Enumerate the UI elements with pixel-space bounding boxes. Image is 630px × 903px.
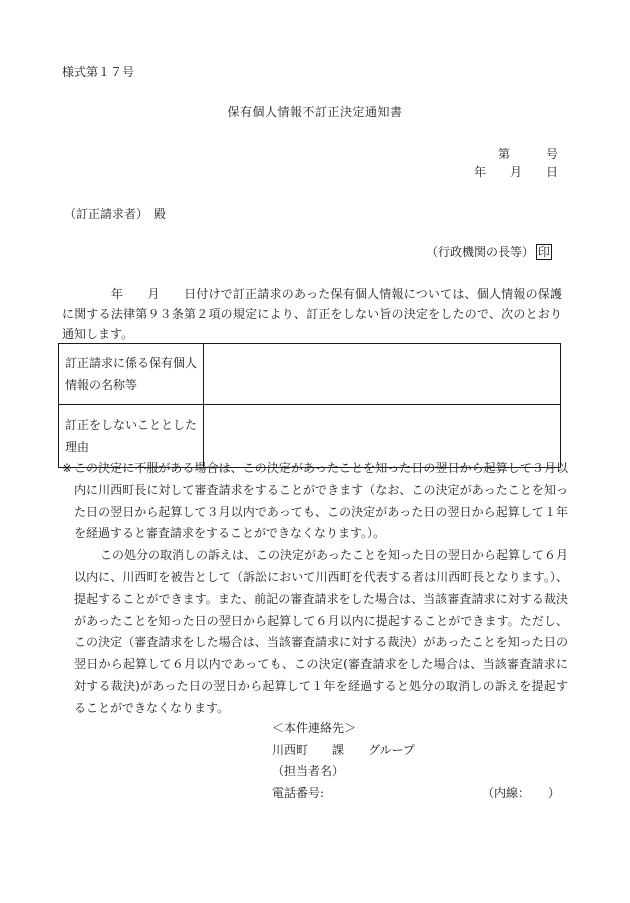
contact-phone-row [272, 783, 572, 805]
document-date-line: 年 月 日 [473, 165, 558, 179]
notes-section [62, 458, 568, 720]
contact-extension: （内線： ） [482, 785, 561, 800]
requester-addressee: （訂正請求者） 殿 [64, 207, 167, 221]
contact-phone: 電話番号: [272, 785, 325, 800]
document-title: 保有個人情報不訂正決定通知書 [227, 105, 403, 119]
table-row-label: 訂正請求に係る保有個人情報の名称等 [59, 344, 204, 405]
contact-person: （担当者名） [272, 764, 345, 778]
note-lawsuit: この処分の取消しの訴えは、この決定があったことを知った日の翌日から起算して６月以内に、川西町を被告として（訴訟において川西町を代表する者は川西町長となります。）、提起することができます。また、前記の審査請求をした場合は、当該審査請求に対する裁決があったことを知った日の翌日から起算して６月以内に提起することができます。ただし、この決定（審査請求をした場合は、当該審査請求に対する裁決）があったことを知った日の翌日から起算して６月以内であっても、この決定(審査請求をした場合は、当該審査請求に対する裁決)があった日の翌日から起算して１年を経過すると処分の取消しの訴えを提起することができなくなります。 [74, 548, 568, 715]
note-appeal-text: この決定に不服がある場合は、この決定があったことを知った日の翌日から起算して３月以内に川西町長に対して審査請求をすることができます（なお、この決定があったことを知った日の翌日から起算して３月以内であっても、この決定があった日の翌日から起算して１年を経過すると審査請求をすることができなくなります。）。 [74, 461, 568, 541]
intro-paragraph [62, 284, 562, 344]
intro-text: 年 月 日付けで訂正請求のあった保有個人情報については、個人情報の保護に関する法律第９３条第２項の規定により、訂正をしない旨の決定をしたので、次のとおり通知します。 [62, 287, 562, 341]
table-row [59, 344, 561, 405]
table-row-value [204, 344, 561, 405]
contact-heading: ＜本件連絡先＞ [272, 721, 357, 735]
agency-head-signature [426, 244, 552, 260]
document-number-line: 第 号 [497, 147, 558, 161]
contact-block [272, 718, 572, 804]
form-number: 様式第１７号 [62, 65, 135, 79]
seal-stamp: 印 [537, 245, 550, 259]
note-appeal [62, 458, 568, 545]
contact-department: 川西町 課 グループ [272, 742, 416, 757]
agency-head-label: （行政機関の長等） [425, 245, 534, 259]
info-table [58, 343, 561, 468]
table-row-label: 訂正をしないこととした理由 [59, 405, 204, 468]
note-mark: ※ [62, 461, 73, 475]
